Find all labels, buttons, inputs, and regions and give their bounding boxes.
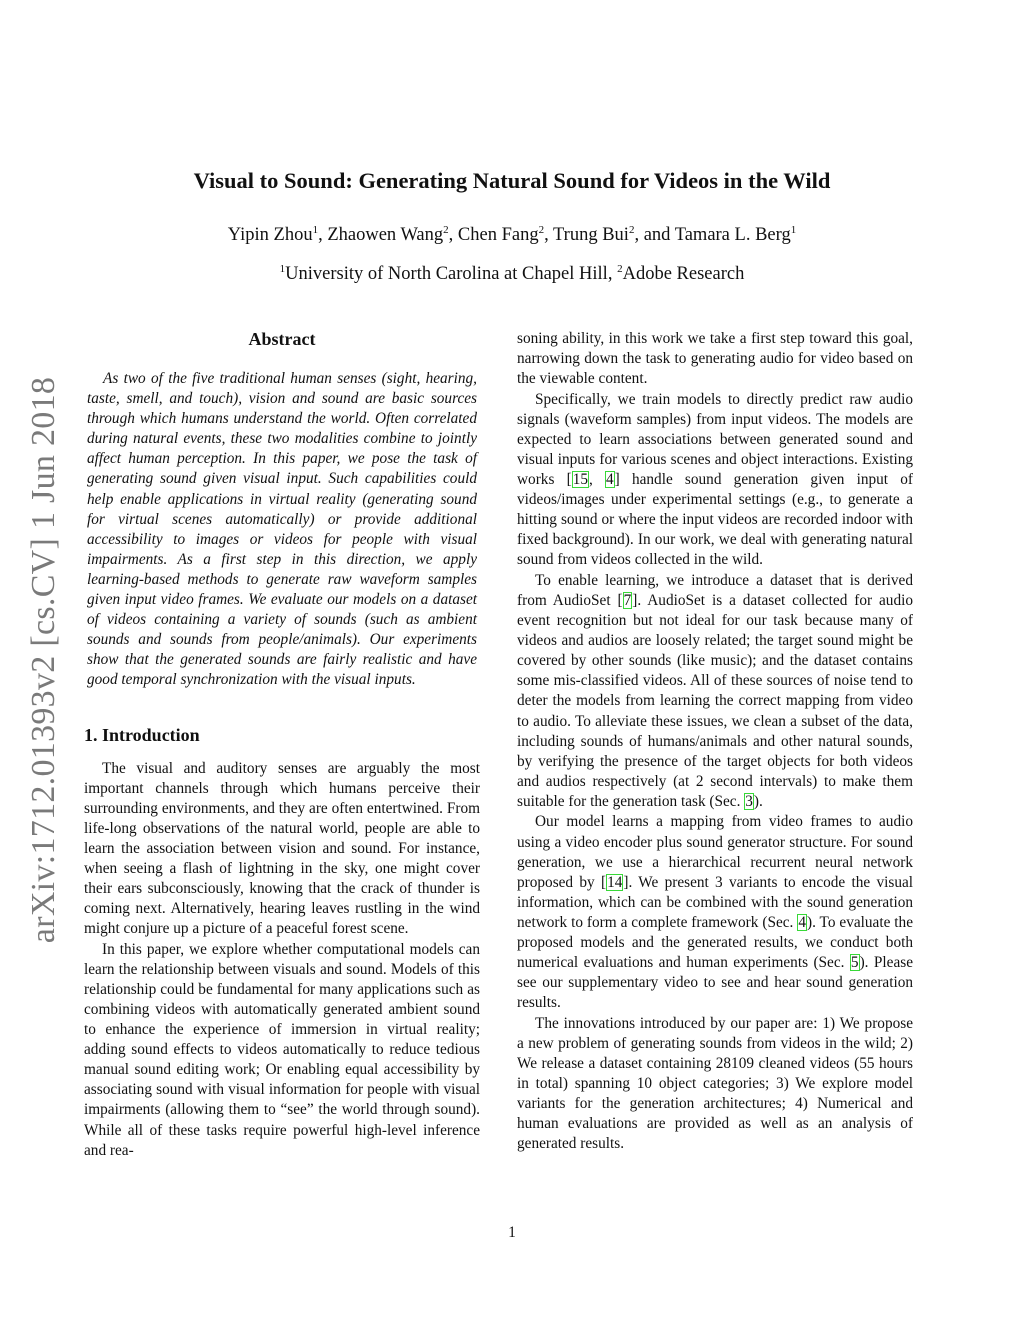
intro-paragraph-1: The visual and auditory senses are arguably the most important channels through which humans perceive their surrounding environments, and they are often entertwined. From life-long observations of the natural world, people are able to learn the association between vision and sound. For instance, when seeing a flash of lightning in the sky, one might cover their ears subconsciously, knowing that the crack of thunder is coming next. Alternatively, hearing leaves rustling in the wind might conjure up a picture of a peaceful forest scene. (84, 759, 480, 938)
author-affiliation-mark: 1 (790, 223, 797, 236)
affiliation-mark: 1 (279, 262, 286, 275)
affiliation-name: University of North Carolina at Chapel Hill (285, 264, 608, 284)
intro-paragraph-right-3: To enable learning, we introduce a dataset that is derived from AudioSet [7]. AudioSet is a dataset collected for audio event recognition but not ideal for our task because many of videos and audios are loosely related; the target sound might be covered by other sounds (like music); and the dataset contains some mis-classified videos. All of these sources of noise tend to deter the models from learning the correct mapping from video to audio. To alleviate these issues, we clean a subset of the data, including sounds of humans/animals and other natural sounds, by verifying the presence of the target objects for both videos and audios respectively (at 2 second intervals) to make them suitable for the generation task (Sec. 3). (517, 571, 913, 810)
right-column (517, 329, 913, 1155)
author-name: Yipin Zhou (227, 225, 313, 245)
intro-paragraph-right-1: soning ability, in this work we take a first step toward this goal, narrowing down the task to generating audio for video based on the viewable content. (517, 330, 913, 388)
citation-link[interactable]: 3 (745, 792, 753, 810)
citation-link[interactable]: 4 (606, 471, 614, 489)
intro-paragraph-right-5: The innovations introduced by our paper are: 1) We propose a new problem of generating sounds from videos in the wild; 2) We release a dataset containing 28109 cleaned videos (55 hours in total) spanning 10 object categories; 3) We explore model variants for the generation architectures; 4) Numerical and human evaluations are provided as well as an analysis of generated results. (517, 1014, 913, 1153)
affiliation-mark: 2 (617, 262, 623, 275)
page-number: 1 (508, 1224, 516, 1241)
author-name: Chen Fang (457, 225, 539, 245)
author-list: Yipin Zhou$^1$, Zhaowen Wang$^2$, Chen Fang$^2$, Trung Bui$^2$, and Tamara L. Berg$^1$ (227, 223, 797, 245)
intro-paragraph-2: In this paper, we explore whether computational models can learn the relationship between visuals and sound. Models of this relationship could be fundamental for many applications such as combining videos with automatically generated ambient sound to enhance the experience of immersion in virtual reality; adding sound effects to videos automatically to reduce tedious manual sound editing work; Or enabling equal accessibility by associating sound with visual information for people with visual impairments (allowing them to “see” the world through sound). While all of these tasks require powerful high-level inference and rea- (84, 940, 480, 1159)
author-affiliation-mark: 2 (443, 223, 449, 236)
intro-paragraph-right-4: Our model learns a mapping from video frames to audio using a video encoder plus sound generator structure. For sound generation, we use a hierarchical recurrent neural network proposed by [14]. We present 3 variants to encode the visual information, which can be combined with the sound generation network to form a complete framework (Sec. 4). To evaluate the proposed models and the generated results, we conduct both numerical evaluations and human experiments (Sec. 5). Please see our supplementary video to see and hear sound generation results. (517, 813, 914, 1012)
intro-paragraph-right-2: Specifically, we train models to directly predict raw audio signals (waveform samples) from input videos. The models are expected to learn associations between generated sound and visual inputs for various scenes and object interactions. Existing works [15, 4] handle sound generation given input of videos/images under experimental settings (e.g., to generate a hitting sound or where the input videos are recorded indoor with fixed background). In our work, we deal with generating natural sound from videos collected in the wild. (517, 390, 913, 569)
author-affiliation-mark: 1 (312, 223, 319, 236)
abstract-text: As two of the five traditional human senses (sight, hearing, taste, smell, and touch), vision and sound are basic sources through which humans understand the world. Often correlated during natural events, these two modalities combine to jointly affect human perception. In this paper, we pose the task of generating sound given visual input. Such capabilities could help enable applications in virtual reality (generating sound for virtual scenes automatically) or provide additional accessibility to images or videos for people with visual impairments. As a first step in this direction, we apply learning-based methods to generate raw waveform samples given input video frames. We evaluate our models on a dataset of videos containing a variety of sounds (such as ambient sounds and sounds from people/animals). Our experiments show that the generated sounds are fairly realistic and have good temporal synchronization with the visual inputs. (87, 370, 477, 689)
author-name: Zhaowen Wang (327, 225, 444, 245)
citation-link[interactable]: 15 (572, 471, 588, 489)
introduction-heading: 1. Introduction (84, 724, 200, 745)
arxiv-identifier-stamp: arXiv:1712.01393v2 [cs.CV] 1 Jun 2018 (25, 376, 62, 944)
citation-link[interactable]: 14 (607, 873, 623, 891)
affiliation-name: Adobe Research (622, 264, 745, 284)
citation-link[interactable]: 4 (798, 913, 806, 931)
citation-link[interactable]: 7 (623, 592, 632, 609)
author-name: Tamara L. Berg (674, 225, 791, 245)
author-affiliation-mark: 2 (538, 223, 545, 236)
author-affiliation-mark: 2 (628, 223, 635, 236)
citation-link[interactable]: 5 (850, 954, 859, 972)
affiliation-list: $^1$University of North Carolina at Chapel Hill, $^2$Adobe Research (279, 262, 745, 284)
left-column (84, 328, 480, 1161)
author-name: Trung Bui (553, 225, 629, 245)
abstract-heading: Abstract (248, 329, 316, 349)
paper-title: Visual to Sound: Generating Natural Sound for Videos in the Wild (193, 168, 831, 193)
